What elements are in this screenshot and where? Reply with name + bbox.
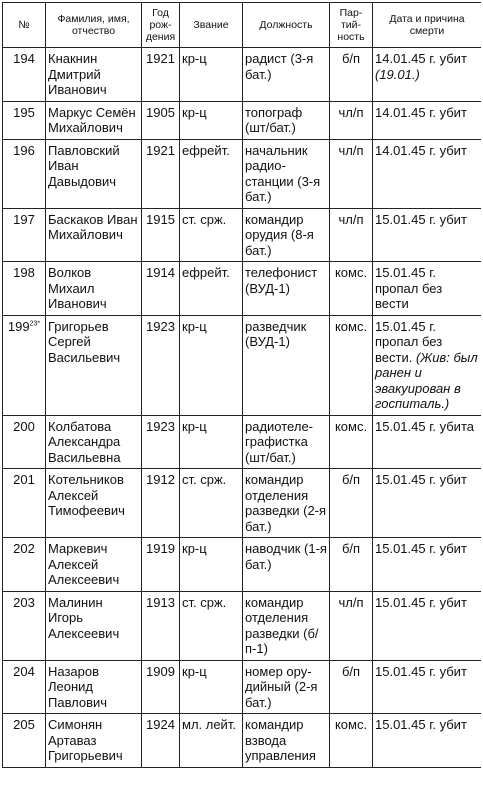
row-full-name: Григорьев Сергей Васильевич xyxy=(46,315,142,415)
row-birth-year: 1914 xyxy=(142,262,180,316)
row-number: 205 xyxy=(3,714,46,768)
row-rank: ефрейт. xyxy=(180,139,243,208)
row-birth-year: 1924 xyxy=(142,714,180,768)
row-position: радиотеле-графистка (шт/бат.) xyxy=(243,415,330,469)
row-position: номер ору-дийный (2-я бат.) xyxy=(243,660,330,714)
row-number: 203 xyxy=(3,591,46,660)
row-number: 204 xyxy=(3,660,46,714)
row-full-name: Назаров Леонид Павлович xyxy=(46,660,142,714)
table-row xyxy=(3,315,482,415)
row-full-name: Маркус Семён Михайлович xyxy=(46,101,142,139)
row-party: б/п xyxy=(330,469,373,538)
header-full-name: Фамилия, имя, отчество xyxy=(46,3,142,48)
casualty-table xyxy=(2,2,481,768)
row-rank: кр-ц xyxy=(180,415,243,469)
header-number: № xyxy=(3,3,46,48)
row-death-info: 15.01.45 г. пропал без вести xyxy=(373,262,482,316)
row-number: 201 xyxy=(3,469,46,538)
row-position: командир взвода управления xyxy=(243,714,330,768)
row-number: 194 xyxy=(3,48,46,102)
row-death-info: 15.01.45 г. убит xyxy=(373,469,482,538)
table-row xyxy=(3,660,482,714)
row-rank: ст. срж. xyxy=(180,208,243,262)
row-position: разведчик (ВУД-1) xyxy=(243,315,330,415)
row-death-info: 15.01.45 г. убита xyxy=(373,415,482,469)
row-death-info: 15.01.45 г. убит xyxy=(373,208,482,262)
row-rank: кр-ц xyxy=(180,48,243,102)
row-number: 197 xyxy=(3,208,46,262)
row-position: начальник радио-станции (3-я бат.) xyxy=(243,139,330,208)
row-death-info: 14.01.45 г. убит xyxy=(373,139,482,208)
row-position: радист (3-я бат.) xyxy=(243,48,330,102)
row-party: б/п xyxy=(330,538,373,592)
header-rank: Звание xyxy=(180,3,243,48)
row-death-info: 15.01.45 г. убит xyxy=(373,714,482,768)
row-birth-year: 1921 xyxy=(142,48,180,102)
row-full-name: Кнакнин Дмитрий Иванович xyxy=(46,48,142,102)
row-position: топограф (шт/бат.) xyxy=(243,101,330,139)
header-birth-year: Год рож-дения xyxy=(142,3,180,48)
row-number xyxy=(3,315,46,415)
row-position: командир отделения разведки (2-я бат.) xyxy=(243,469,330,538)
row-party: комс. xyxy=(330,315,373,415)
row-party: комс. xyxy=(330,714,373,768)
row-party: чл/п xyxy=(330,591,373,660)
death-note: (19.01.) xyxy=(375,66,420,82)
row-position: командир орудия (8-я бат.) xyxy=(243,208,330,262)
row-rank: ефрейт. xyxy=(180,262,243,316)
table-row xyxy=(3,469,482,538)
row-full-name: Баскаков Иван Михайлович xyxy=(46,208,142,262)
row-birth-year: 1912 xyxy=(142,469,180,538)
row-party: комс. xyxy=(330,415,373,469)
footnote-marker: 23* xyxy=(29,320,41,328)
header-death-date-cause: Дата и причина смерти xyxy=(373,3,482,48)
table-row xyxy=(3,208,482,262)
row-birth-year: 1913 xyxy=(142,591,180,660)
row-birth-year: 1923 xyxy=(142,415,180,469)
row-party: чл/п xyxy=(330,139,373,208)
document-page xyxy=(2,2,481,800)
row-rank: кр-ц xyxy=(180,315,243,415)
row-position: наводчик (1-я бат.) xyxy=(243,538,330,592)
row-birth-year: 1905 xyxy=(142,101,180,139)
row-death-info xyxy=(373,315,482,415)
table-row xyxy=(3,139,482,208)
table-row xyxy=(3,591,482,660)
table-row xyxy=(3,415,482,469)
death-date-text: 15.01.45 г. пропал без вести. xyxy=(375,318,443,365)
row-birth-year: 1915 xyxy=(142,208,180,262)
row-party: чл/п xyxy=(330,208,373,262)
row-full-name: Колбатова Александра Васильевна xyxy=(46,415,142,469)
header-position: Должность xyxy=(243,3,330,48)
row-position: телефонист (ВУД-1) xyxy=(243,262,330,316)
row-number: 202 xyxy=(3,538,46,592)
header-party: Пар-тий-ность xyxy=(330,3,373,48)
row-rank: кр-ц xyxy=(180,101,243,139)
row-death-info: 14.01.45 г. убит xyxy=(373,101,482,139)
table-row xyxy=(3,538,482,592)
row-rank: ст. срж. xyxy=(180,469,243,538)
table-row xyxy=(3,101,482,139)
row-rank: кр-ц xyxy=(180,538,243,592)
row-birth-year: 1909 xyxy=(142,660,180,714)
row-number: 200 xyxy=(3,415,46,469)
row-death-info: 15.01.45 г. убит xyxy=(373,660,482,714)
row-party: б/п xyxy=(330,660,373,714)
row-birth-year: 1921 xyxy=(142,139,180,208)
row-number-value: 199 xyxy=(7,318,30,334)
row-death-info xyxy=(373,48,482,102)
row-party: чл/п xyxy=(330,101,373,139)
row-full-name: Павловский Иван Давыдович xyxy=(46,139,142,208)
row-death-info: 15.01.45 г. убит xyxy=(373,538,482,592)
death-date-text: 14.01.45 г. убит xyxy=(375,51,467,66)
row-number: 198 xyxy=(3,262,46,316)
row-full-name: Волков Михаил Иванович xyxy=(46,262,142,316)
row-rank: кр-ц xyxy=(180,660,243,714)
row-rank: ст. срж. xyxy=(180,591,243,660)
row-position: командир отделения разведки (б/п-1) xyxy=(243,591,330,660)
row-death-info: 15.01.45 г. убит xyxy=(373,591,482,660)
row-number: 196 xyxy=(3,139,46,208)
table-header-row xyxy=(3,3,482,48)
table-row xyxy=(3,714,482,768)
row-full-name: Симонян Артаваз Григорьевич xyxy=(46,714,142,768)
row-party: б/п xyxy=(330,48,373,102)
row-birth-year: 1919 xyxy=(142,538,180,592)
row-full-name: Маркевич Алексей Алексеевич xyxy=(46,538,142,592)
row-number: 195 xyxy=(3,101,46,139)
death-note: (Жив: был ранен и эвакуирован в госпиталь.) xyxy=(375,349,478,411)
row-party: комс. xyxy=(330,262,373,316)
row-full-name: Котельников Алексей Тимофеевич xyxy=(46,469,142,538)
table-row xyxy=(3,262,482,316)
table-row xyxy=(3,48,482,102)
row-birth-year: 1923 xyxy=(142,315,180,415)
row-full-name: Малинин Игорь Алексеевич xyxy=(46,591,142,660)
row-rank: мл. лейт. xyxy=(180,714,243,768)
